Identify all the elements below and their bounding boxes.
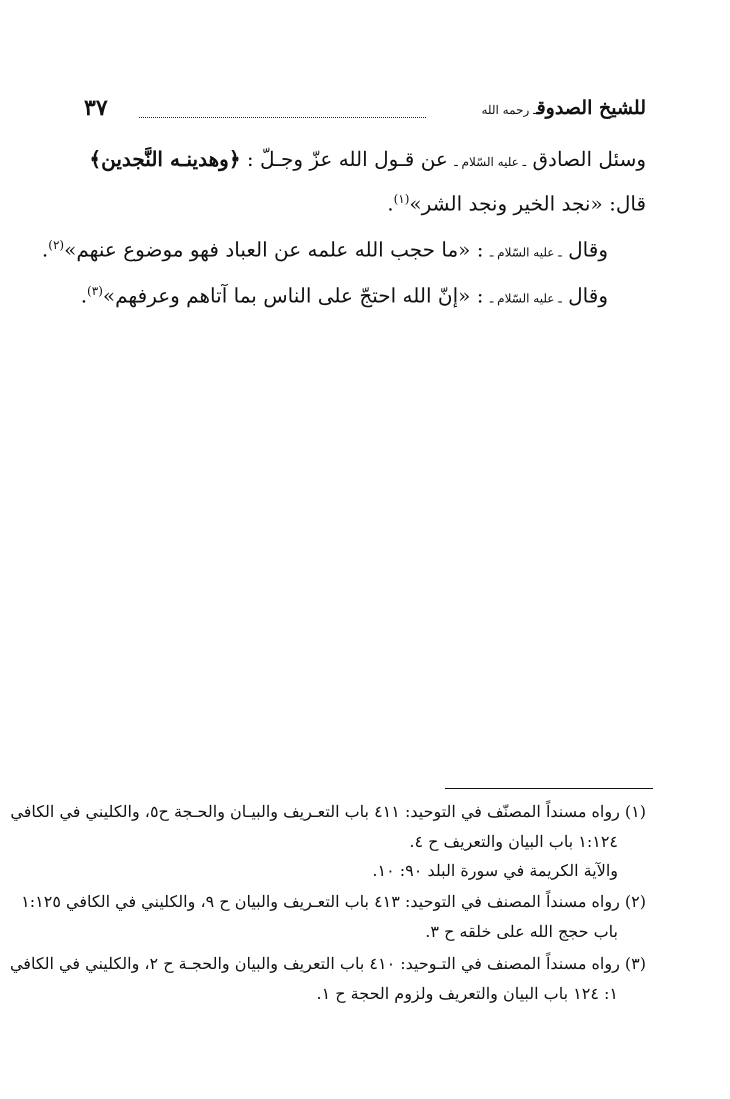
dotted-leader	[139, 117, 426, 118]
body-text: عن قـول الله عزّ وجـلّ :	[240, 147, 455, 171]
body-line-3	[41, 230, 608, 268]
running-title-text: للشيخ الصدوق	[536, 97, 646, 119]
quran-verse: ﴿وهدينـه النَّجدين﴾	[89, 147, 241, 171]
footnote-3: (٣) رواه مسنداً المصنف في التـوحيد: ٤١٠ باب التعريف والبيان والحجـة ح ٢، والكليني في الكافي	[9, 954, 646, 973]
footnote-2-continued: باب حجج الله على خلقه ح ٣.	[425, 922, 618, 941]
body-text: وقال	[561, 283, 608, 308]
running-title-honorific: ـ رحمه الله	[481, 103, 537, 117]
footnote-2: (٢) رواه مسنداً المصنف في التوحيد: ٤١٣ باب التعـريف والبيان ح ٩، والكليني في الكافي ١:١٢٥	[21, 892, 646, 911]
body-text: : «ما حجب الله علمه عن العباد فهو موضوع عنهم»	[64, 237, 490, 262]
body-text: وقال	[561, 237, 608, 262]
footnote-ref-3: (٣)	[87, 284, 103, 298]
page-header	[84, 97, 646, 131]
footnote-1-continued: ١:١٢٤ باب البيان والتعريف ح ٤.	[409, 832, 618, 851]
body-line-2	[84, 184, 646, 219]
body-text: قال: «نجد الخير ونجد الشر»	[409, 191, 646, 216]
running-title	[481, 97, 646, 119]
footnote-separator	[445, 788, 653, 789]
page-number: ٣٧	[84, 95, 108, 121]
body-text: : «إنّ الله احتجّ على الناس بما آتاهم وعرفهم»	[102, 283, 490, 308]
footnote-1: (١) رواه مسنداً المصنّف في التوحيد: ٤١١ باب التعـريف والبيـان والحـجة ح٥، والكليني في الكافي	[10, 802, 646, 821]
body-text: وسئل الصادق	[526, 147, 646, 171]
body-line-4	[80, 276, 608, 314]
body-text: .	[387, 191, 394, 216]
body-line-1	[84, 144, 646, 177]
salutation: ـ عليه السّلام ـ	[489, 291, 562, 306]
salutation: ـ عليه السّلام ـ	[489, 245, 562, 260]
footnote-ref-1: (١)	[393, 192, 410, 206]
salutation: ـ عليه السّلام ـ	[454, 155, 527, 169]
body-text: .	[80, 283, 88, 308]
footnote-ref-2: (٢)	[48, 238, 65, 252]
footnote-1-verse: والآية الكريمة في سورة البلد ٩٠: ١٠.	[372, 861, 618, 880]
footnote-3-continued: ١: ١٢٤ باب البيان والتعريف ولزوم الحجة ح ١.	[316, 984, 618, 1003]
body-text: .	[41, 237, 49, 262]
